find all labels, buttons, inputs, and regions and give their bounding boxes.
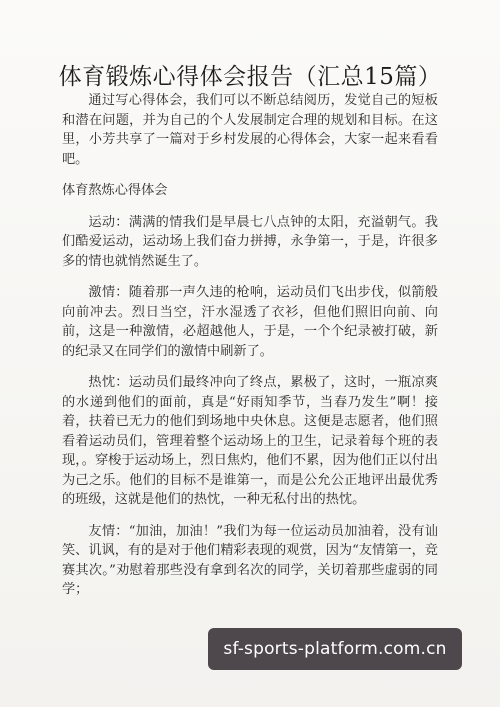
paragraph-friendship: 友情：“加油，加油！”我们为每一位运动员加油着，没有讪笑、讥讽，有的是对于他们精彩表现的观赏，因为“友情第一，竞赛其次。”劝慰着那些没有拿到名次的同学，关切着那些虚弱的同学；: [62, 523, 438, 597]
section-heading: 体育熬炼心得体会: [62, 183, 168, 198]
watermark-badge: sf-sports-platform.com.cn: [208, 628, 462, 670]
paragraph-intro: 通过写心得体会，我们可以不断总结阅历，发觉自己的短板和潜在问题，并为自己的个人发展制定合理的规划和目标。在这里，小芳共享了一篇对于乡村发展的心得体会，大家一起来看看吧。: [62, 93, 438, 167]
paragraph-passion: 激情：随着那一声久违的枪响，运动员们飞出步伐，似箭般向前冲去。烈日当空，汗水湿透了衣衫，但他们照旧向前、向前，这是一种激情，必超越他人，于是，一个个纪录被打破，新的纪录又在同学们的激情中刷新了。: [62, 285, 438, 359]
document-title: 体育锻炼心得体会报告（汇总15篇）: [58, 64, 442, 90]
paragraph-enthusiasm: 热忱：运动员们最终冲向了终点，累极了，这时，一瓶凉爽的水递到他们的面前，真是“好雨知季节，当春乃发生”啊！接着，扶着已无力的他们到场地中央休息。这便是志愿者，他们照看着运动员们，管理着整个运动场上的卫生，记录着每个班的表现，。穿梭于运动场上，烈日焦灼，他们不累，因为他们正以付出为己之乐。他们的目标不是谁第一，而是公允公正地评出最优秀的班级，这就是他们的热忱，一种无私付出的热忱。: [62, 375, 438, 507]
paragraph-sport: 运动：满满的情我们是早晨七八点钟的太阳，充溢朝气。我们酷爱运动，运动场上我们奋力拼搏，永争第一，于是，许很多多的情也就悄然诞生了。: [62, 214, 438, 269]
document-body: [62, 91, 438, 600]
